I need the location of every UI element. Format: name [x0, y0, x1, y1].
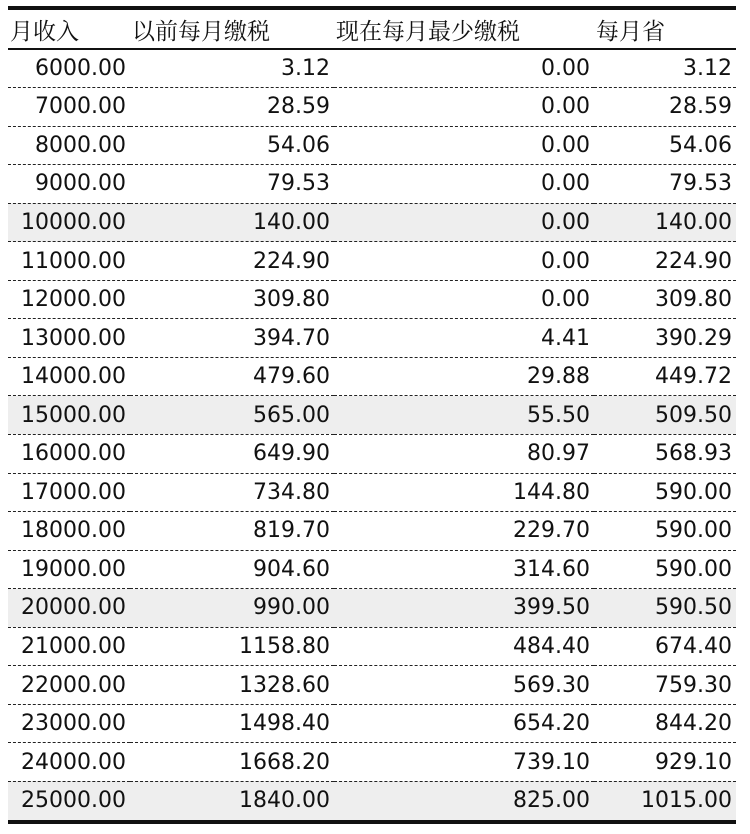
- previous-tax-cell: 819.70: [130, 512, 334, 551]
- table-body: [8, 49, 736, 820]
- savings-cell: 3.12: [594, 49, 736, 88]
- savings-cell: 759.30: [594, 666, 736, 705]
- savings-cell: 509.50: [594, 396, 736, 435]
- current-tax-cell: 0.00: [334, 49, 594, 88]
- table-row: [8, 126, 736, 165]
- current-tax-cell: 399.50: [334, 589, 594, 628]
- savings-cell: 390.29: [594, 319, 736, 358]
- table-row: [8, 512, 736, 551]
- current-tax-cell: 0.00: [334, 242, 594, 281]
- previous-tax-cell: 990.00: [130, 589, 334, 628]
- income-cell: 11000.00: [8, 242, 130, 281]
- previous-tax-cell: 1840.00: [130, 781, 334, 820]
- income-cell: 9000.00: [8, 165, 130, 204]
- current-tax-cell: 144.80: [334, 473, 594, 512]
- table-row: [8, 781, 736, 820]
- header-monthly-income: 月收入: [8, 10, 130, 49]
- income-cell: 8000.00: [8, 126, 130, 165]
- table-row: [8, 280, 736, 319]
- current-tax-cell: 0.00: [334, 165, 594, 204]
- previous-tax-cell: 28.59: [130, 88, 334, 127]
- previous-tax-cell: 394.70: [130, 319, 334, 358]
- income-cell: 25000.00: [8, 781, 130, 820]
- previous-tax-cell: 224.90: [130, 242, 334, 281]
- current-tax-cell: 0.00: [334, 203, 594, 242]
- savings-cell: 449.72: [594, 357, 736, 396]
- current-tax-cell: 55.50: [334, 396, 594, 435]
- savings-cell: 590.00: [594, 550, 736, 589]
- income-cell: 18000.00: [8, 512, 130, 551]
- previous-tax-cell: 140.00: [130, 203, 334, 242]
- table-row: [8, 357, 736, 396]
- savings-cell: 590.50: [594, 589, 736, 628]
- table-row: [8, 434, 736, 473]
- income-cell: 7000.00: [8, 88, 130, 127]
- income-cell: 19000.00: [8, 550, 130, 589]
- table-row: [8, 49, 736, 88]
- previous-tax-cell: 309.80: [130, 280, 334, 319]
- income-cell: 16000.00: [8, 434, 130, 473]
- savings-cell: 28.59: [594, 88, 736, 127]
- current-tax-cell: 29.88: [334, 357, 594, 396]
- income-cell: 14000.00: [8, 357, 130, 396]
- savings-cell: 674.40: [594, 627, 736, 666]
- previous-tax-cell: 479.60: [130, 357, 334, 396]
- income-cell: 23000.00: [8, 704, 130, 743]
- table-row: [8, 743, 736, 782]
- tax-comparison-sheet: [8, 6, 736, 824]
- header-current-min-monthly-tax: 现在每月最少缴税: [334, 10, 594, 49]
- previous-tax-cell: 54.06: [130, 126, 334, 165]
- table-row: [8, 203, 736, 242]
- table-row: [8, 396, 736, 435]
- header-row: [8, 10, 736, 49]
- income-cell: 10000.00: [8, 203, 130, 242]
- savings-cell: 224.90: [594, 242, 736, 281]
- table-row: [8, 319, 736, 358]
- table-row: [8, 704, 736, 743]
- current-tax-cell: 0.00: [334, 88, 594, 127]
- income-cell: 12000.00: [8, 280, 130, 319]
- table-row: [8, 589, 736, 628]
- current-tax-cell: 80.97: [334, 434, 594, 473]
- header-previous-monthly-tax: 以前每月缴税: [130, 10, 334, 49]
- header-monthly-savings: 每月省: [594, 10, 736, 49]
- table-row: [8, 666, 736, 705]
- current-tax-cell: 569.30: [334, 666, 594, 705]
- previous-tax-cell: 1328.60: [130, 666, 334, 705]
- income-cell: 20000.00: [8, 589, 130, 628]
- income-cell: 13000.00: [8, 319, 130, 358]
- savings-cell: 54.06: [594, 126, 736, 165]
- savings-cell: 140.00: [594, 203, 736, 242]
- income-cell: 6000.00: [8, 49, 130, 88]
- table-row: [8, 242, 736, 281]
- previous-tax-cell: 565.00: [130, 396, 334, 435]
- table-row: [8, 550, 736, 589]
- previous-tax-cell: 3.12: [130, 49, 334, 88]
- current-tax-cell: 654.20: [334, 704, 594, 743]
- current-tax-cell: 484.40: [334, 627, 594, 666]
- previous-tax-cell: 1498.40: [130, 704, 334, 743]
- income-cell: 21000.00: [8, 627, 130, 666]
- savings-cell: 568.93: [594, 434, 736, 473]
- savings-cell: 79.53: [594, 165, 736, 204]
- previous-tax-cell: 1668.20: [130, 743, 334, 782]
- income-cell: 15000.00: [8, 396, 130, 435]
- savings-cell: 309.80: [594, 280, 736, 319]
- savings-cell: 929.10: [594, 743, 736, 782]
- table-row: [8, 627, 736, 666]
- income-cell: 24000.00: [8, 743, 130, 782]
- income-cell: 22000.00: [8, 666, 130, 705]
- tax-comparison-table: [8, 10, 736, 820]
- savings-cell: 844.20: [594, 704, 736, 743]
- table-row: [8, 165, 736, 204]
- previous-tax-cell: 649.90: [130, 434, 334, 473]
- previous-tax-cell: 734.80: [130, 473, 334, 512]
- savings-cell: 590.00: [594, 512, 736, 551]
- previous-tax-cell: 904.60: [130, 550, 334, 589]
- savings-cell: 1015.00: [594, 781, 736, 820]
- current-tax-cell: 314.60: [334, 550, 594, 589]
- table-row: [8, 88, 736, 127]
- income-cell: 17000.00: [8, 473, 130, 512]
- current-tax-cell: 825.00: [334, 781, 594, 820]
- current-tax-cell: 229.70: [334, 512, 594, 551]
- current-tax-cell: 739.10: [334, 743, 594, 782]
- savings-cell: 590.00: [594, 473, 736, 512]
- current-tax-cell: 0.00: [334, 126, 594, 165]
- previous-tax-cell: 79.53: [130, 165, 334, 204]
- current-tax-cell: 0.00: [334, 280, 594, 319]
- previous-tax-cell: 1158.80: [130, 627, 334, 666]
- table-row: [8, 473, 736, 512]
- current-tax-cell: 4.41: [334, 319, 594, 358]
